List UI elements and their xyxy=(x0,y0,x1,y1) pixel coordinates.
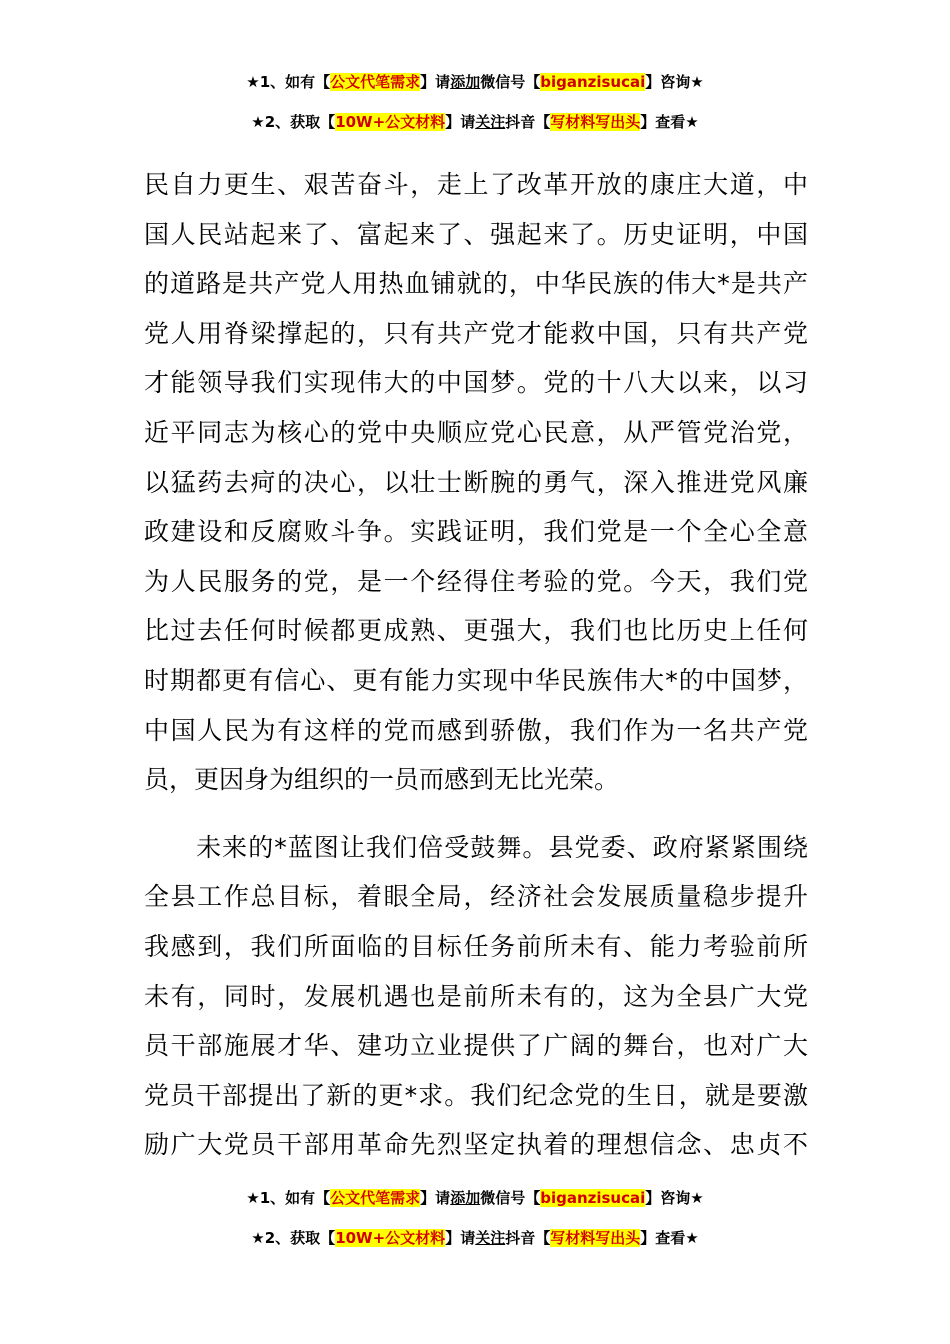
text-line: 全县工作总目标，着眼全局，经济社会发展质量稳步提升 xyxy=(144,882,808,912)
text-line: 以猛药去疴的决心，以壮士断腕的勇气，深入推进党风廉 xyxy=(144,467,808,497)
header-ad-line-2 xyxy=(0,112,950,132)
text-line: 政建设和反腐败斗争。实践证明，我们党是一个全心全意 xyxy=(144,517,808,547)
header-ad-1-highlight-wechat: biganzisucai xyxy=(540,73,646,91)
text-line: 员干部施展才华、建功立业提供了广阔的舞台，也对广大 xyxy=(144,1031,808,1061)
header-ad-2-text-2: 抖音【 xyxy=(505,113,551,131)
text-line: 未有，同时，发展机遇也是前所未有的，这为全县广大党 xyxy=(144,981,808,1011)
header-ad-2-highlight-materials: 10W+公文材料 xyxy=(335,113,446,131)
header-ad-1-underlined: 添加 xyxy=(450,73,481,91)
footer-ad-1-text-2: 微信号【 xyxy=(480,1189,541,1207)
header-ad-1-prefix: ★1、如有【 xyxy=(246,73,331,91)
footer-ad-line-1 xyxy=(0,1188,950,1208)
footer-ad-2-text-2: 抖音【 xyxy=(505,1229,551,1247)
text-line: 励广大党员干部用革命先烈坚定执着的理想信念、忠贞不 xyxy=(144,1130,808,1160)
text-line: 为人民服务的党，是一个经得住考验的党。今天，我们党 xyxy=(144,566,808,596)
header-ad-1-text: 】请 xyxy=(420,73,451,91)
header-ad-2-text: 】请 xyxy=(445,113,476,131)
footer-ad-1-suffix: 】咨询★ xyxy=(645,1189,704,1207)
text-line: 党员干部提出了新的更*求。我们纪念党的生日，就是要激 xyxy=(144,1080,808,1110)
text-line: 比过去任何时候都更成熟、更强大，我们也比历史上任何 xyxy=(144,616,808,646)
footer-ad-1-highlight-wechat: biganzisucai xyxy=(540,1189,646,1207)
header-ad-line-1 xyxy=(0,72,950,92)
footer-ad-2-underlined: 关注 xyxy=(475,1229,506,1247)
text-line: 时期都更有信心、更有能力实现中华民族伟大*的中国梦， xyxy=(144,665,808,695)
header-ad-2-highlight-douyin: 写材料写出头 xyxy=(550,113,641,131)
footer-ad-2-prefix: ★2、获取【 xyxy=(251,1229,336,1247)
footer-ad-2-text: 】请 xyxy=(445,1229,476,1247)
text-line: 未来的*蓝图让我们倍受鼓舞。县党委、政府紧紧围绕 xyxy=(144,832,808,862)
paragraph-gap xyxy=(144,805,808,823)
text-line: 才能领导我们实现伟大的中国梦。党的十八大以来，以习 xyxy=(144,368,808,398)
text-line: 民自力更生、艰苦奋斗，走上了改革开放的康庄大道，中 xyxy=(144,170,808,199)
footer-ad-2-highlight-materials: 10W+公文材料 xyxy=(335,1229,446,1247)
footer-ad-1-text: 】请 xyxy=(420,1189,451,1207)
text-line: 党人用脊梁撑起的，只有共产党才能救中国，只有共产党 xyxy=(144,318,808,348)
paragraph-1 xyxy=(144,160,808,805)
document-body xyxy=(144,160,808,1170)
footer-ad-1-underlined: 添加 xyxy=(450,1189,481,1207)
header-ad-2-suffix: 】查看★ xyxy=(640,113,699,131)
paragraph-2 xyxy=(144,823,808,1170)
footer-ad-line-2 xyxy=(0,1228,950,1248)
text-line: 员，更因身为组织的一员而感到无比光荣。 xyxy=(144,765,620,795)
header-ad-2-prefix: ★2、获取【 xyxy=(251,113,336,131)
text-line: 的道路是共产党人用热血铺就的，中华民族的伟大*是共产 xyxy=(144,269,808,299)
footer-ad-2-highlight-douyin: 写材料写出头 xyxy=(550,1229,641,1247)
header-ad-2-underlined: 关注 xyxy=(475,113,506,131)
text-line: 国人民站起来了、富起来了、强起来了。历史证明，中国 xyxy=(144,219,808,249)
footer-ad-2-suffix: 】查看★ xyxy=(640,1229,699,1247)
text-line: 我感到，我们所面临的目标任务前所未有、能力考验前所 xyxy=(144,931,808,961)
footer-ad-1-prefix: ★1、如有【 xyxy=(246,1189,331,1207)
header-ad-1-suffix: 】咨询★ xyxy=(645,73,704,91)
header-ad-1-highlight-service: 公文代笔需求 xyxy=(330,73,421,91)
header-ad-1-text-2: 微信号【 xyxy=(480,73,541,91)
text-line: 中国人民为有这样的党而感到骄傲，我们作为一名共产党 xyxy=(144,715,808,745)
text-line: 近平同志为核心的党中央顺应党心民意，从严管党治党， xyxy=(144,417,808,447)
footer-ad-1-highlight-service: 公文代笔需求 xyxy=(330,1189,421,1207)
